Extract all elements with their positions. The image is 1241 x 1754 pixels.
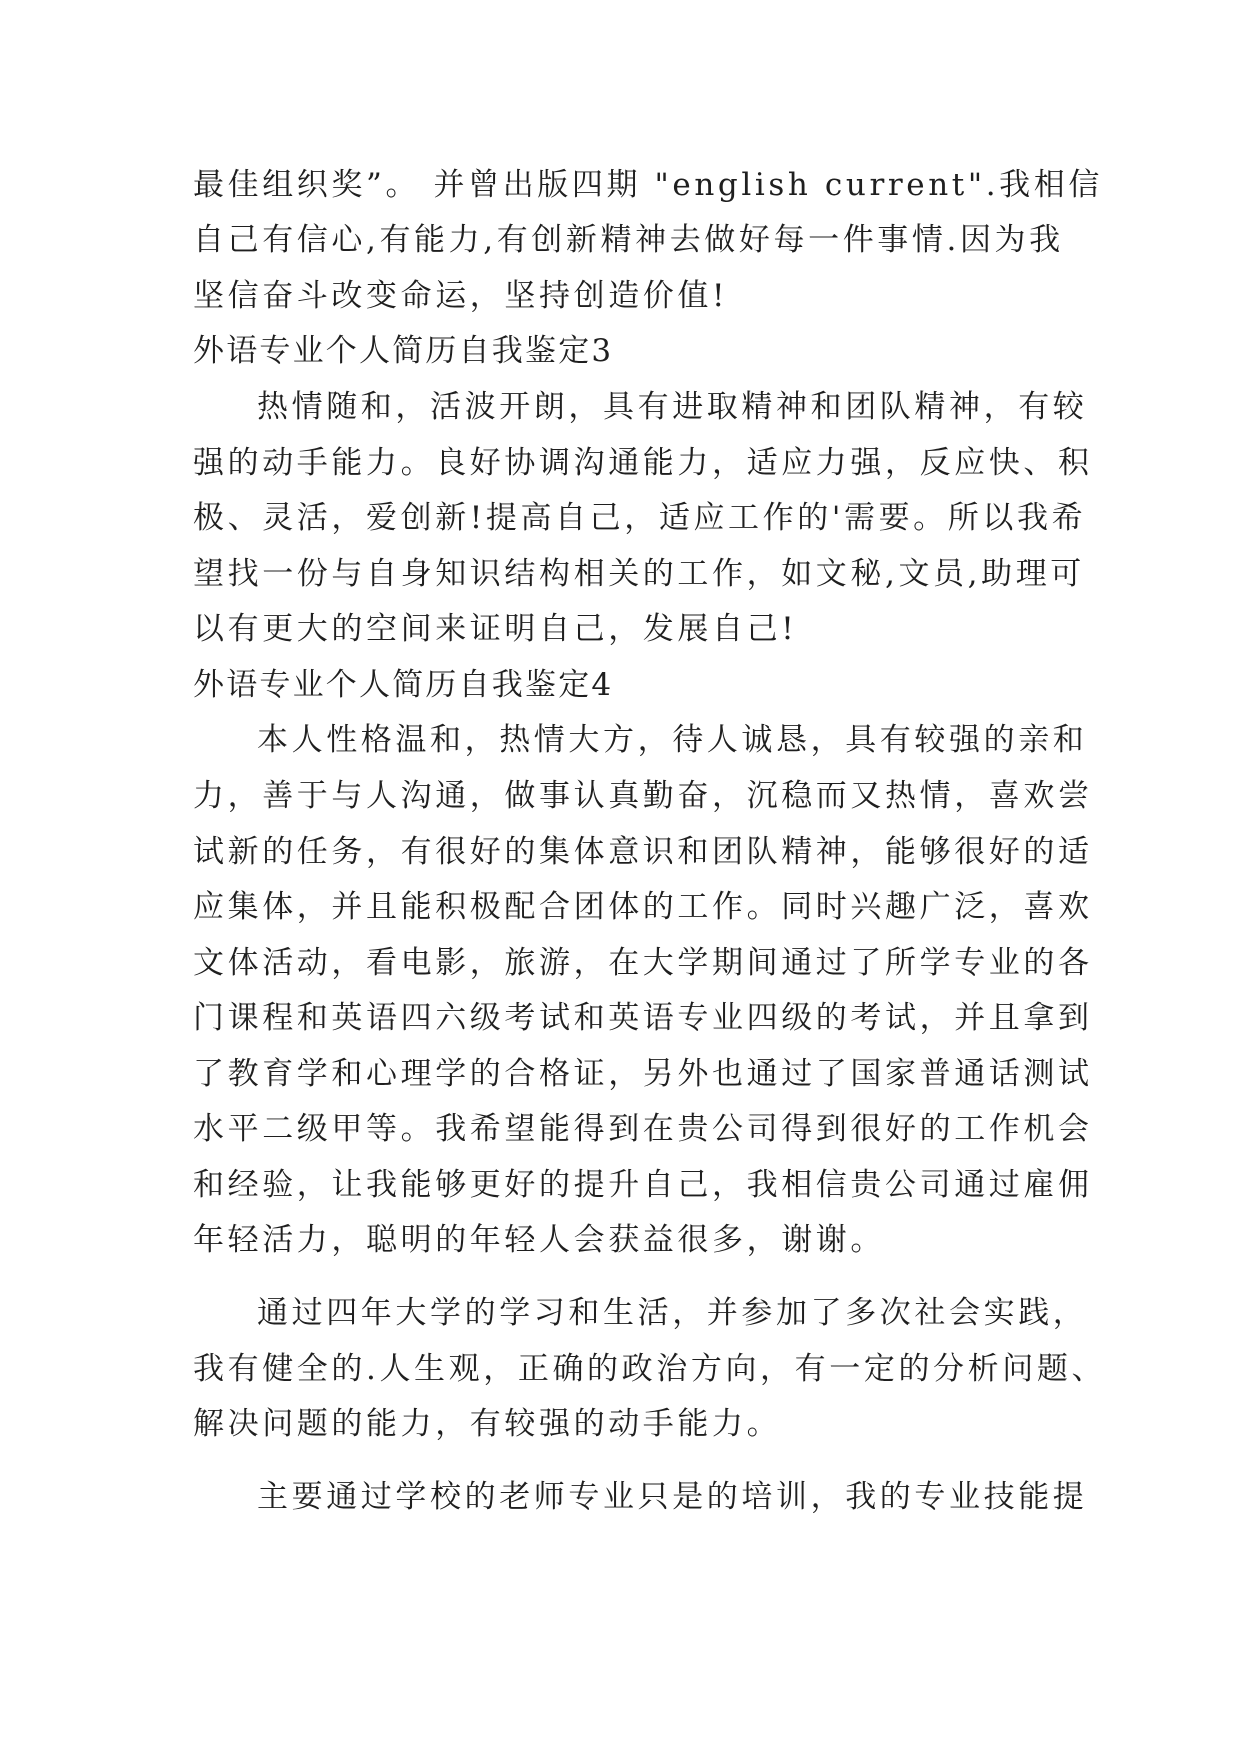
text-line: 文体活动，看电影，旅游，在大学期间通过了所学专业的各 (193, 945, 1093, 981)
text-line: 水平二级甲等。我希望能得到在贵公司得到很好的工作机会 (193, 1111, 1093, 1147)
text-line: 门课程和英语四六级考试和英语专业四级的考试，并且拿到 (193, 1000, 1093, 1036)
text-line: 自己有信心,有能力,有创新精神去做好每一件事情.因为我 (193, 222, 1064, 258)
text-line: 主要通过学校的老师专业只是的培训，我的专业技能提 (257, 1479, 1088, 1515)
text-line: 通过四年大学的学习和生活，并参加了多次社会实践， (257, 1295, 1088, 1331)
text-line: 坚信奋斗改变命运，坚持创造价值! (193, 278, 729, 314)
section-heading: 外语专业个人简历自我鉴定3 (193, 333, 614, 369)
text-line: 最佳组织奖”。 并曾出版四期 "english current".我相信 (193, 167, 1103, 203)
text-line: 应集体，并且能积极配合团体的工作。同时兴趣广泛，喜欢 (193, 889, 1093, 925)
text-line: 以有更大的空间来证明自己，发展自己! (193, 611, 798, 647)
text-line: 热情随和，活波开朗，具有进取精神和团队精神，有较 (257, 389, 1088, 425)
text-line: 和经验，让我能够更好的提升自己，我相信贵公司通过雇佣 (193, 1167, 1093, 1203)
text-line: 年轻活力，聪明的年轻人会获益很多，谢谢。 (193, 1222, 885, 1258)
text-line: 我有健全的.人生观，正确的政治方向，有一定的分析问题、 (193, 1351, 1107, 1387)
text-line: 力，善于与人沟通，做事认真勤奋，沉稳而又热情，喜欢尝 (193, 778, 1093, 814)
text-line: 解决问题的能力，有较强的动手能力。 (193, 1406, 782, 1442)
text-line: 试新的任务，有很好的集体意识和团队精神，能够很好的适 (193, 834, 1093, 870)
text-line: 了教育学和心理学的合格证，另外也通过了国家普通话测试 (193, 1056, 1093, 1092)
text-line: 本人性格温和，热情大方，待人诚恳，具有较强的亲和 (257, 722, 1088, 758)
text-line: 极、灵活，爱创新!提高自己，适应工作的'需要。所以我希 (193, 500, 1087, 536)
text-line: 强的动手能力。良好协调沟通能力，适应力强，反应快、积 (193, 445, 1093, 481)
section-heading: 外语专业个人简历自我鉴定4 (193, 667, 614, 703)
text-line: 望找一份与自身知识结构相关的工作，如文秘,文员,助理可 (193, 556, 1085, 592)
